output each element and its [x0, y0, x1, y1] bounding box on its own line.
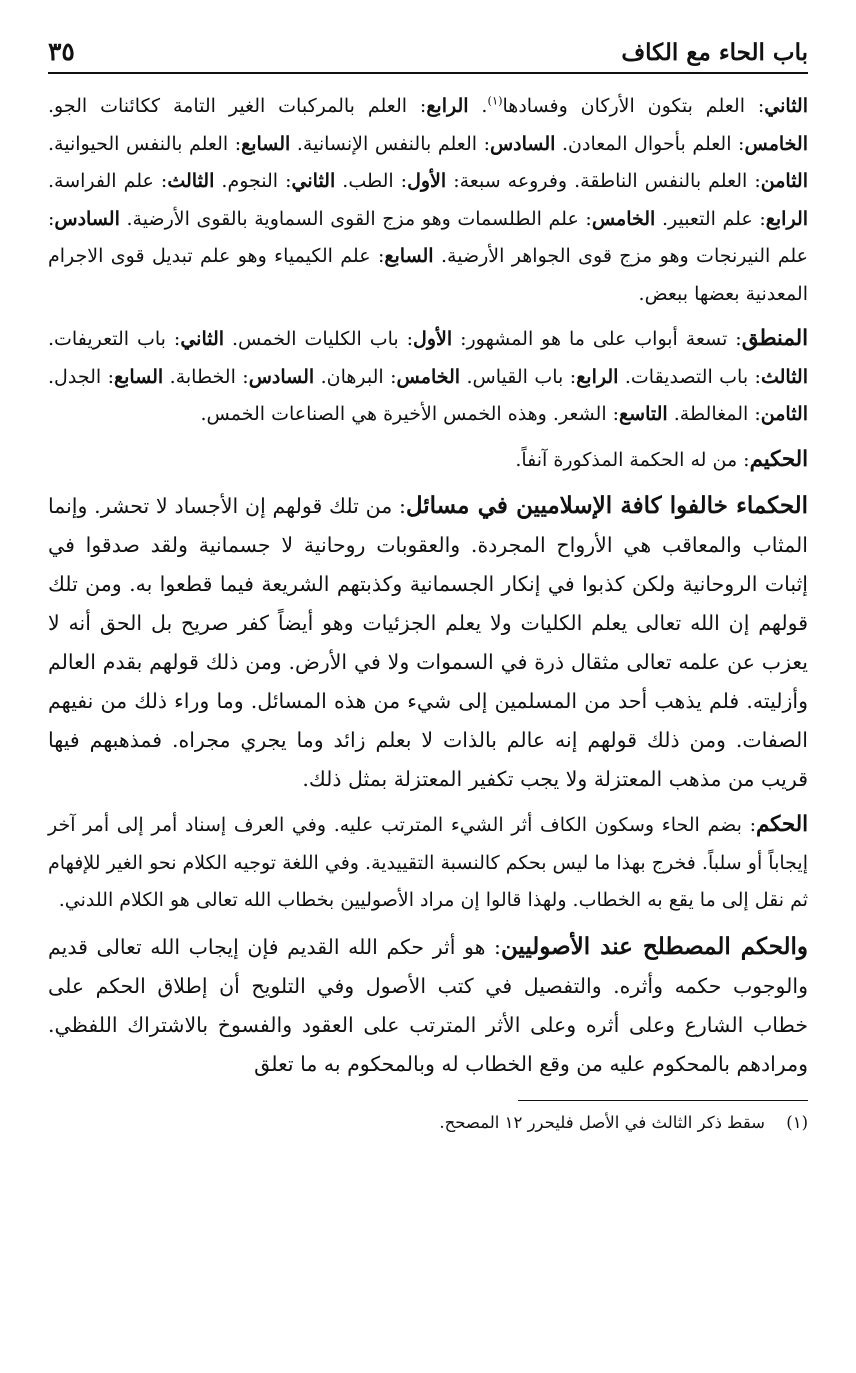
page-header: [48, 28, 808, 74]
paragraph: [48, 320, 808, 434]
enumeration-keyword: الثامن: [760, 403, 808, 425]
paragraph-text: : باب التعريفات.: [48, 328, 181, 350]
paragraph-text: : الطب.: [335, 170, 408, 192]
paragraph-text: .: [468, 95, 488, 117]
paragraph-text: : باب القياس.: [460, 365, 577, 388]
enumeration-keyword: الرابع: [576, 365, 619, 388]
enumeration-keyword: الثاني: [180, 328, 225, 350]
footnote-mark: (١): [786, 1112, 808, 1132]
enumeration-keyword: الرابع: [426, 95, 469, 117]
page-number: ٣٥: [48, 37, 75, 66]
paragraph-text: : العلم بالنفس الحيوانية.: [48, 132, 242, 155]
enumeration-keyword: الثاني: [764, 95, 808, 117]
paragraph-text: : العلم بالنفس الإنسانية.: [290, 132, 490, 155]
enumeration-keyword: الأول: [413, 328, 453, 350]
enumeration-keyword: الأول: [407, 170, 447, 192]
page-body: [48, 88, 808, 1084]
paragraph-text: : من له الحكمة المذكورة آنفاً.: [515, 448, 750, 471]
enumeration-keyword: الخامس: [591, 207, 656, 230]
paragraph-text: : علم الكيمياء وهو علم تبديل قوى الاجرام المعدنية بعضها ببعض.: [48, 245, 808, 305]
paragraph-text: : علم التعبير.: [655, 207, 766, 230]
paragraph-text: : المغالطة.: [667, 403, 761, 425]
enumeration-keyword: السادس: [489, 132, 556, 155]
paragraph-text: : باب التصديقات.: [618, 365, 761, 388]
paragraph-text: : علم الفراسة.: [48, 170, 168, 192]
enumeration-keyword: الثاني: [291, 170, 336, 192]
paragraph: [48, 441, 808, 480]
enumeration-keyword: الخامس: [396, 365, 461, 388]
paragraph-text: : العلم بأحوال المعادن.: [555, 132, 745, 155]
running-title: باب الحاء مع الكاف: [621, 39, 808, 66]
enumeration-keyword: التاسع: [619, 403, 668, 425]
enumeration-keyword: السادس: [54, 207, 120, 230]
paragraph-text: : علم الطلسمات وهو مزج القوى السماوية بالقوى الأرضية.: [119, 207, 592, 230]
enumeration-keyword: السابع: [241, 132, 291, 155]
enumeration-keyword: الرابع: [765, 207, 809, 230]
entry-term: الحكماء خالفوا كافة الإسلاميين في مسائل: [405, 492, 809, 519]
paragraph-text: : العلم بتكون الأركان وفسادها: [502, 95, 765, 117]
footnote: [48, 1109, 808, 1137]
paragraph: [48, 927, 808, 1084]
footnote-reference: (١): [487, 93, 503, 108]
paragraph-text: : العلم بالنفس الناطقة. وفروعه سبعة:: [446, 170, 761, 192]
paragraph-text: : تسعة أبواب على ما هو المشهور:: [452, 328, 742, 350]
paragraph: [48, 486, 808, 799]
paragraph-text: : الجدل.: [48, 365, 114, 388]
enumeration-keyword: الثالث: [760, 365, 809, 388]
paragraph-text: : هو أثر حكم الله القديم فإن إيجاب الله تعالى قديم والوجوب حكمه وأثره. والتفصيل في كتب الأصول وفي التلويح أن إطلاق الحكم على خطاب الشارع وعلى أثره وعلى الأثر المترتب على العقود والفسوخ بالاشتراك اللفظي. ومرادهم بالمحكوم عليه من وقع الخطاب له وبالمحكوم به ما تعلق: [48, 934, 808, 1076]
entry-term: والحكم المصطلح عند الأصوليين: [500, 932, 808, 960]
footnote-separator: [518, 1100, 808, 1101]
entry-term: المنطق: [741, 326, 808, 351]
paragraph-text: : العلم بالمركبات الغير التامة ككائنات الجو.: [48, 95, 427, 117]
paragraph-text: : علم النيرنجات وهو مزج قوى الجواهر الأرضية.: [48, 207, 808, 267]
paragraph: [48, 806, 808, 920]
enumeration-keyword: السابع: [114, 365, 164, 388]
enumeration-keyword: الثامن: [760, 170, 808, 192]
paragraph-text: : باب الكليات الخمس.: [224, 328, 414, 350]
enumeration-keyword: الخامس: [744, 132, 808, 155]
footnote-text: سقط ذكر الثالث في الأصل فليحرر ١٢ المصحح.: [439, 1112, 765, 1132]
enumeration-keyword: السادس: [248, 365, 315, 388]
paragraph: [48, 88, 808, 313]
enumeration-keyword: السابع: [384, 245, 434, 267]
paragraph-text: : الشعر. وهذه الخمس الأخيرة هي الصناعات الخمس.: [200, 403, 620, 425]
paragraph-text: : النجوم.: [214, 170, 292, 192]
entry-term: الحكيم: [749, 446, 808, 472]
paragraph-text: : من تلك قولهم إن الأجساد لا تحشر. وإنما المثاب والمعاقب هي الأرواح المجردة. والعقوبات روحانية لا جسمانية ولقد صدقوا في إثبات الروحانية ولكن كذبوا في إنكار الجسمانية وكذبتهم الشريعة فيما قطعوا به. ومن تلك قولهم إن الله تعالى يعلم الكليات ولا يعلم الجزئيات وهو أيضاً كفر صريح بل الحق أنه لا يعزب عن علمه تعالى مثقال ذرة في السموات ولا في الأرض. ومن ذلك قولهم بقدم العالم وأزليته. فلم يذهب أحد من المسلمين إلى شيء من هذه المسائل. وما وراء ذلك من نفيهم الصفات. ومن ذلك قولهم إنه عالم بالذات لا بعلم زائد وما يجري مجراه. فمذهبهم فيها قريب من مذهب المعتزلة ولا يجب تكفير المعتزلة بمثل ذلك.: [48, 494, 808, 791]
enumeration-keyword: الثالث: [167, 170, 215, 192]
paragraph-text: : الخطابة.: [163, 365, 249, 388]
entry-term: الحكم: [755, 812, 808, 837]
paragraph-text: : البرهان.: [314, 365, 397, 388]
paragraph-text: : بضم الحاء وسكون الكاف أثر الشيء المترتب عليه. وفي العرف إسناد أمر إلى أمر آخر إيجاباً أو سلباً. فخرج بهذا ما ليس بحكم كالنسبة التقييدية. وفي اللغة توجيه الكلام نحو الغير للإفهام ثم نقل إلى ما يقع به الخطاب. ولهذا قالوا إن مراد الأصوليين بخطاب الله تعالى هو الكلام اللدني.: [48, 814, 808, 911]
